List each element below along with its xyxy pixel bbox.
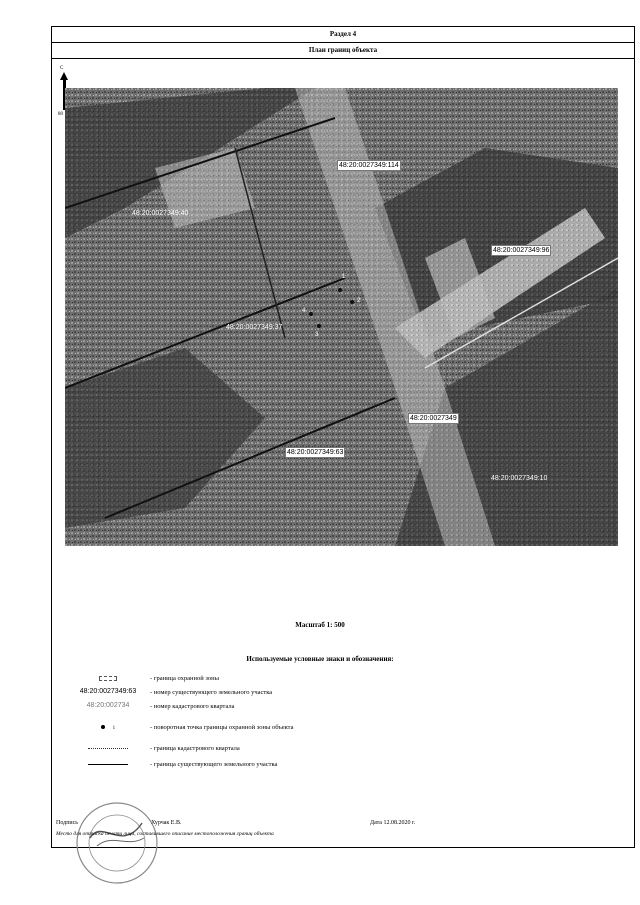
document-date: Дата 12.08.2020 г. [370, 820, 416, 826]
legend-title: Используемые условные знаки и обозначения: [246, 655, 394, 663]
parcel-label: 48:20:0027349:40 [132, 210, 189, 217]
turning-point[interactable] [317, 324, 321, 328]
legend-text: - номер кадастрового квартала [150, 703, 235, 710]
legend-item [58, 687, 578, 699]
legend-text: - граница существующего земельного участка [150, 761, 278, 768]
point-number: 4 [302, 308, 306, 314]
point-number: 2 [357, 298, 361, 304]
legend-item [58, 743, 578, 755]
protection-zone-symbol-icon [58, 673, 158, 685]
parcel-label: 48:20:0027349:114 [339, 162, 399, 169]
seal-stamp-icon [72, 798, 162, 888]
point-number: 1 [342, 274, 346, 280]
turning-point-symbol-icon [58, 722, 158, 734]
parcel-label: 48:20:0027349:96 [493, 247, 550, 254]
turning-point[interactable] [309, 312, 313, 316]
satellite-map[interactable] [65, 88, 618, 546]
parcel-number-symbol: 48:20:0027349:63 [79, 688, 137, 695]
quarter-boundary-symbol-icon [58, 743, 158, 755]
section-heading: Раздел 4 [329, 30, 357, 38]
parcel-label: 48:20:0027349:10 [491, 475, 548, 482]
legend-item [58, 701, 578, 713]
legend-text: - граница кадастрового квартала [150, 745, 240, 752]
page-title: План границ объекта [308, 46, 378, 54]
legend-text: - поворотная точка границы охранной зоны объекта [150, 724, 294, 731]
parcel-label: 48:20:0027349:63 [287, 449, 344, 456]
header-divider [52, 42, 634, 43]
turning-point[interactable] [350, 300, 354, 304]
north-label: С [60, 66, 64, 71]
parcel-label: 48:20:0027349 [410, 415, 457, 422]
point-number: 3 [315, 332, 319, 338]
map-scale: Масштаб 1: 500 [295, 621, 345, 629]
signature-line [56, 820, 181, 826]
signer-name: Хурчак Е.В. [151, 820, 182, 826]
seal-place-note: Место для оттиска печати лица, составившего описание местоположения границ объекта [56, 831, 274, 837]
north-angle: 80 [58, 112, 63, 117]
turning-point[interactable] [338, 288, 342, 292]
legend-item [58, 722, 578, 734]
title-divider [52, 58, 634, 59]
parcel-label: 48:20:0027349:37 [226, 324, 283, 331]
signature-label: Подпись [56, 820, 79, 826]
legend-text: - граница охранной зоны [150, 675, 219, 682]
legend-item [58, 759, 578, 771]
legend-item [58, 673, 578, 685]
quarter-number-symbol: 48:20:002734 [86, 702, 130, 709]
turning-point-symbol-number: 1 [112, 726, 116, 731]
parcel-boundary-symbol-icon [58, 759, 158, 771]
legend-text: - номер существующего земельного участка [150, 689, 273, 696]
